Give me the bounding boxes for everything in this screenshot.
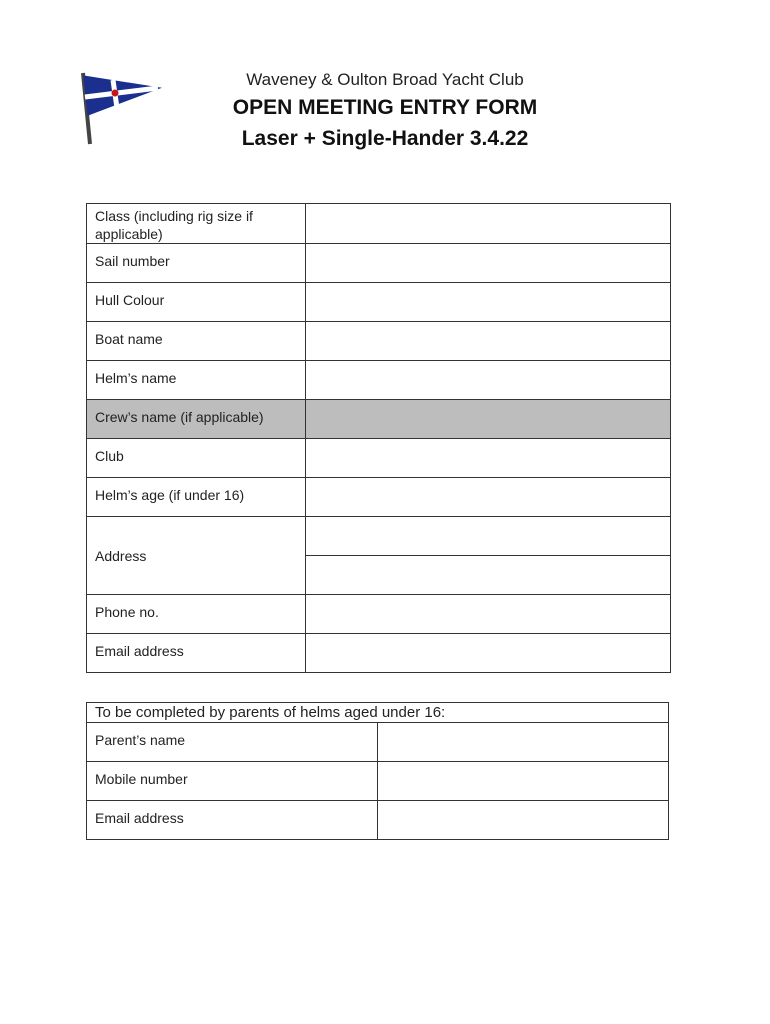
table-row xyxy=(87,634,671,673)
field-label: Mobile number xyxy=(87,762,378,801)
class-field[interactable] xyxy=(306,204,671,244)
field-label: Club xyxy=(87,439,306,478)
field-label: Email address xyxy=(87,801,378,840)
table-row xyxy=(87,244,671,283)
table-row xyxy=(87,703,669,723)
sail-number-field[interactable] xyxy=(306,244,671,283)
table-row xyxy=(87,361,671,400)
phone-field[interactable] xyxy=(306,595,671,634)
club-field[interactable] xyxy=(306,439,671,478)
table-row xyxy=(87,762,669,801)
hull-colour-field[interactable] xyxy=(306,283,671,322)
crew-name-field[interactable] xyxy=(306,400,671,439)
table-row xyxy=(87,283,671,322)
mobile-number-field[interactable] xyxy=(378,762,669,801)
field-label: Address xyxy=(87,517,306,595)
address-field-line-2[interactable] xyxy=(306,556,671,595)
parent-email-field[interactable] xyxy=(378,801,669,840)
table-row xyxy=(87,723,669,762)
helm-name-field[interactable] xyxy=(306,361,671,400)
field-label: Parent’s name xyxy=(87,723,378,762)
entry-form-table xyxy=(86,203,671,673)
event-title: Laser + Single-Hander 3.4.22 xyxy=(241,127,529,150)
table-row xyxy=(87,204,671,244)
table-row xyxy=(87,439,671,478)
helm-age-field[interactable] xyxy=(306,478,671,517)
field-label: Class (including rig size if applicable) xyxy=(87,204,306,244)
email-field[interactable] xyxy=(306,634,671,673)
boat-name-field[interactable] xyxy=(306,322,671,361)
burgee-flag-icon xyxy=(76,70,166,148)
field-label: Hull Colour xyxy=(87,283,306,322)
table-row xyxy=(87,517,671,556)
field-label: Email address xyxy=(87,634,306,673)
parent-form-intro: To be completed by parents of helms aged under 16: xyxy=(87,703,669,723)
table-row xyxy=(87,322,671,361)
parent-name-field[interactable] xyxy=(378,723,669,762)
parent-form-table xyxy=(86,702,669,840)
table-row xyxy=(87,400,671,439)
address-field-line-1[interactable] xyxy=(306,517,671,556)
table-row xyxy=(87,801,669,840)
table-row xyxy=(87,478,671,517)
field-label: Sail number xyxy=(87,244,306,283)
field-label: Helm’s age (if under 16) xyxy=(87,478,306,517)
form-header xyxy=(200,68,570,154)
form-title: OPEN MEETING ENTRY FORM xyxy=(232,96,538,119)
table-row xyxy=(87,595,671,634)
field-label: Helm’s name xyxy=(87,361,306,400)
field-label: Crew’s name (if applicable) xyxy=(87,400,306,439)
club-name: Waveney & Oulton Broad Yacht Club xyxy=(246,70,524,89)
field-label: Boat name xyxy=(87,322,306,361)
field-label: Phone no. xyxy=(87,595,306,634)
